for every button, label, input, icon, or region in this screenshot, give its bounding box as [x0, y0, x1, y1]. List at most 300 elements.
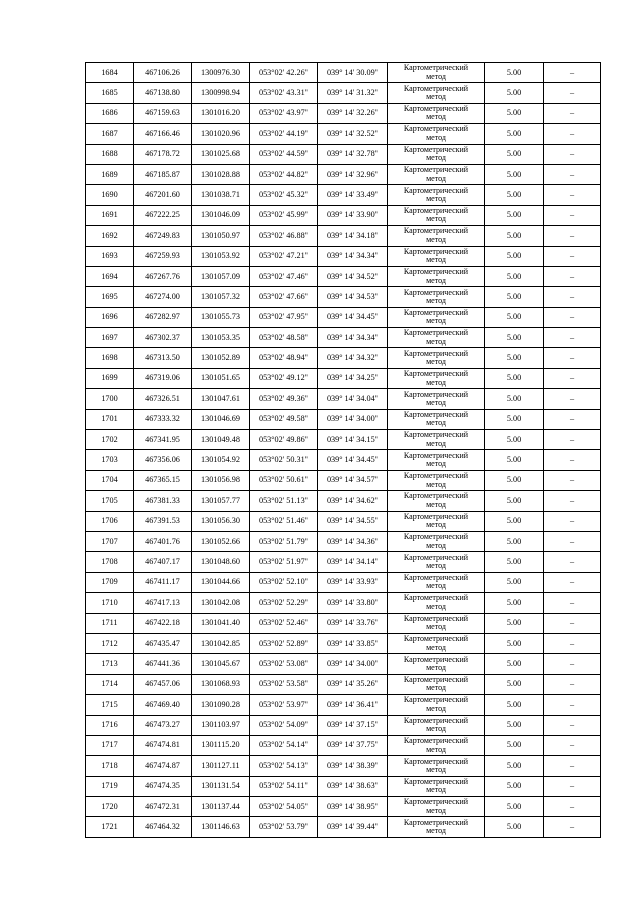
- coord-y-cell: 1301044.66: [192, 572, 250, 592]
- method-line2: метод: [426, 336, 446, 346]
- method-line1: Картометрический: [403, 695, 469, 705]
- method-line1: Картометрический: [403, 287, 469, 297]
- table-row: [86, 674, 601, 694]
- longitude-cell: 039° 14' 34.00": [318, 654, 388, 674]
- method-line1: Картометрический: [403, 348, 469, 358]
- note-cell: –: [544, 430, 601, 450]
- longitude-cell: 039° 14' 33.80": [318, 593, 388, 613]
- point-number-cell: 1694: [86, 266, 134, 286]
- coord-y-cell: 1301048.60: [192, 552, 250, 572]
- coord-x-cell: 467401.76: [134, 531, 192, 551]
- method-line2: метод: [426, 112, 446, 122]
- longitude-cell: 039° 14' 34.25": [318, 368, 388, 388]
- longitude-cell: 039° 14' 33.49": [318, 185, 388, 205]
- longitude-cell: 039° 14' 34.45": [318, 450, 388, 470]
- coord-x-cell: 467422.18: [134, 613, 192, 633]
- coord-x-cell: 467417.13: [134, 593, 192, 613]
- method-cell: [388, 613, 485, 633]
- method-line1: Картометрический: [403, 756, 469, 766]
- coord-y-cell: 1301057.77: [192, 491, 250, 511]
- point-number-cell: 1688: [86, 144, 134, 164]
- coord-x-cell: 467185.87: [134, 164, 192, 184]
- coord-x-cell: 467472.31: [134, 797, 192, 817]
- point-number-cell: 1707: [86, 531, 134, 551]
- coord-y-cell: 1301046.09: [192, 205, 250, 225]
- coord-x-cell: 467249.83: [134, 226, 192, 246]
- note-cell: –: [544, 348, 601, 368]
- coord-x-cell: 467333.32: [134, 409, 192, 429]
- coord-x-cell: 467365.15: [134, 470, 192, 490]
- accuracy-cell: 5.00: [485, 287, 544, 307]
- method-cell: [388, 797, 485, 817]
- table-row: [86, 715, 601, 735]
- latitude-cell: 053°02' 42.26": [250, 63, 318, 83]
- method-line2: метод: [426, 295, 446, 305]
- method-line2: метод: [426, 479, 446, 489]
- point-number-cell: 1711: [86, 613, 134, 633]
- longitude-cell: 039° 14' 37.15": [318, 715, 388, 735]
- accuracy-cell: 5.00: [485, 531, 544, 551]
- method-line1: Картометрический: [403, 369, 469, 379]
- coord-y-cell: 1301131.54: [192, 776, 250, 796]
- method-line1: Картометрический: [403, 144, 469, 154]
- coord-x-cell: 467319.06: [134, 368, 192, 388]
- latitude-cell: 053°02' 53.79": [250, 817, 318, 837]
- latitude-cell: 053°02' 47.21": [250, 246, 318, 266]
- method-line1: Картометрический: [403, 532, 469, 542]
- note-cell: –: [544, 531, 601, 551]
- point-number-cell: 1701: [86, 409, 134, 429]
- method-line2: метод: [426, 703, 446, 713]
- coord-x-cell: 467464.32: [134, 817, 192, 837]
- coord-y-cell: 1301051.65: [192, 368, 250, 388]
- point-number-cell: 1690: [86, 185, 134, 205]
- note-cell: –: [544, 756, 601, 776]
- point-number-cell: 1704: [86, 470, 134, 490]
- method-cell: [388, 531, 485, 551]
- longitude-cell: 039° 14' 34.36": [318, 531, 388, 551]
- coord-y-cell: 1301041.40: [192, 613, 250, 633]
- longitude-cell: 039° 14' 34.57": [318, 470, 388, 490]
- coord-y-cell: 1301056.30: [192, 511, 250, 531]
- coord-y-cell: 1301103.97: [192, 715, 250, 735]
- latitude-cell: 053°02' 48.58": [250, 328, 318, 348]
- coord-x-cell: 467282.97: [134, 307, 192, 327]
- accuracy-cell: 5.00: [485, 368, 544, 388]
- point-number-cell: 1713: [86, 654, 134, 674]
- method-line1: Картометрический: [403, 430, 469, 440]
- longitude-cell: 039° 14' 33.76": [318, 613, 388, 633]
- method-cell: [388, 328, 485, 348]
- point-number-cell: 1716: [86, 715, 134, 735]
- method-line1: Картометрический: [403, 83, 469, 93]
- coord-x-cell: 467138.80: [134, 83, 192, 103]
- accuracy-cell: 5.00: [485, 124, 544, 144]
- method-line1: Картометрический: [403, 267, 469, 277]
- point-number-cell: 1709: [86, 572, 134, 592]
- coord-y-cell: 1301055.73: [192, 307, 250, 327]
- coord-y-cell: 1301042.85: [192, 633, 250, 653]
- note-cell: –: [544, 389, 601, 409]
- note-cell: –: [544, 124, 601, 144]
- table-row: [86, 572, 601, 592]
- coord-x-cell: 467178.72: [134, 144, 192, 164]
- latitude-cell: 053°02' 49.86": [250, 430, 318, 450]
- note-cell: –: [544, 103, 601, 123]
- method-cell: [388, 674, 485, 694]
- coord-y-cell: 1301057.09: [192, 266, 250, 286]
- table-row: [86, 797, 601, 817]
- method-line1: Картометрический: [403, 552, 469, 562]
- table-row: [86, 531, 601, 551]
- method-line1: Картометрический: [403, 307, 469, 317]
- table-row: [86, 124, 601, 144]
- method-line1: Картометрический: [403, 715, 469, 725]
- method-line2: метод: [426, 418, 446, 428]
- coord-y-cell: 1301137.44: [192, 797, 250, 817]
- point-number-cell: 1721: [86, 817, 134, 837]
- method-line1: Картометрический: [403, 409, 469, 419]
- coord-x-cell: 467407.17: [134, 552, 192, 572]
- table-row: [86, 185, 601, 205]
- longitude-cell: 039° 14' 32.78": [318, 144, 388, 164]
- note-cell: –: [544, 246, 601, 266]
- accuracy-cell: 5.00: [485, 552, 544, 572]
- note-cell: –: [544, 185, 601, 205]
- longitude-cell: 039° 14' 34.04": [318, 389, 388, 409]
- point-number-cell: 1712: [86, 633, 134, 653]
- method-line1: Картометрический: [403, 736, 469, 746]
- note-cell: –: [544, 287, 601, 307]
- method-cell: [388, 409, 485, 429]
- method-cell: [388, 63, 485, 83]
- method-line1: Картометрический: [403, 776, 469, 786]
- coord-y-cell: 1301049.48: [192, 430, 250, 450]
- coordinates-table: [85, 62, 601, 838]
- method-cell: [388, 83, 485, 103]
- note-cell: –: [544, 633, 601, 653]
- method-line2: метод: [426, 622, 446, 632]
- method-line2: метод: [426, 826, 446, 836]
- method-line1: Картометрический: [403, 185, 469, 195]
- table-row: [86, 552, 601, 572]
- method-line2: метод: [426, 132, 446, 142]
- latitude-cell: 053°02' 50.31": [250, 450, 318, 470]
- note-cell: –: [544, 613, 601, 633]
- coord-y-cell: 1301056.98: [192, 470, 250, 490]
- method-line1: Картометрический: [403, 675, 469, 684]
- note-cell: –: [544, 63, 601, 83]
- method-line2: метод: [426, 377, 446, 387]
- note-cell: –: [544, 552, 601, 572]
- point-number-cell: 1695: [86, 287, 134, 307]
- longitude-cell: 039° 14' 31.32": [318, 83, 388, 103]
- method-cell: [388, 103, 485, 123]
- method-cell: [388, 246, 485, 266]
- method-line2: метод: [426, 316, 446, 326]
- accuracy-cell: 5.00: [485, 185, 544, 205]
- accuracy-cell: 5.00: [485, 144, 544, 164]
- latitude-cell: 053°02' 45.32": [250, 185, 318, 205]
- method-line1: Картометрический: [403, 491, 469, 501]
- coord-y-cell: 1300998.94: [192, 83, 250, 103]
- latitude-cell: 053°02' 54.09": [250, 715, 318, 735]
- coord-y-cell: 1301053.92: [192, 246, 250, 266]
- coordinates-table-page: [85, 62, 600, 838]
- accuracy-cell: 5.00: [485, 205, 544, 225]
- coord-y-cell: 1300976.30: [192, 63, 250, 83]
- coord-x-cell: 467302.37: [134, 328, 192, 348]
- table-row: [86, 246, 601, 266]
- longitude-cell: 039° 14' 39.44": [318, 817, 388, 837]
- method-line1: Картометрический: [403, 593, 469, 603]
- accuracy-cell: 5.00: [485, 389, 544, 409]
- coord-y-cell: 1301016.20: [192, 103, 250, 123]
- point-number-cell: 1687: [86, 124, 134, 144]
- note-cell: –: [544, 266, 601, 286]
- latitude-cell: 053°02' 51.97": [250, 552, 318, 572]
- method-line2: метод: [426, 785, 446, 795]
- table-row: [86, 430, 601, 450]
- point-number-cell: 1696: [86, 307, 134, 327]
- coord-y-cell: 1301053.35: [192, 328, 250, 348]
- method-cell: [388, 226, 485, 246]
- coord-x-cell: 467313.50: [134, 348, 192, 368]
- point-number-cell: 1685: [86, 83, 134, 103]
- latitude-cell: 053°02' 44.82": [250, 164, 318, 184]
- latitude-cell: 053°02' 50.61": [250, 470, 318, 490]
- longitude-cell: 039° 14' 33.85": [318, 633, 388, 653]
- latitude-cell: 053°02' 49.12": [250, 368, 318, 388]
- method-line2: метод: [426, 764, 446, 774]
- point-number-cell: 1718: [86, 756, 134, 776]
- latitude-cell: 053°02' 44.59": [250, 144, 318, 164]
- table-row: [86, 470, 601, 490]
- method-line2: метод: [426, 214, 446, 224]
- method-cell: [388, 735, 485, 755]
- method-line2: метод: [426, 71, 446, 81]
- table-row: [86, 654, 601, 674]
- method-line1: Картометрический: [403, 246, 469, 256]
- coord-x-cell: 467381.33: [134, 491, 192, 511]
- coord-y-cell: 1301042.08: [192, 593, 250, 613]
- latitude-cell: 053°02' 51.79": [250, 531, 318, 551]
- coord-x-cell: 467267.76: [134, 266, 192, 286]
- method-cell: [388, 307, 485, 327]
- coord-y-cell: 1301054.92: [192, 450, 250, 470]
- method-line2: метод: [426, 275, 446, 285]
- method-cell: [388, 817, 485, 837]
- longitude-cell: 039° 14' 38.95": [318, 797, 388, 817]
- method-line2: метод: [426, 397, 446, 407]
- accuracy-cell: 5.00: [485, 491, 544, 511]
- table-row: [86, 695, 601, 715]
- method-cell: [388, 450, 485, 470]
- coord-x-cell: 467391.53: [134, 511, 192, 531]
- table-row: [86, 368, 601, 388]
- method-line2: метод: [426, 153, 446, 163]
- method-cell: [388, 185, 485, 205]
- accuracy-cell: 5.00: [485, 593, 544, 613]
- coord-x-cell: 467259.93: [134, 246, 192, 266]
- method-line1: Картометрический: [403, 206, 469, 216]
- coord-x-cell: 467274.00: [134, 287, 192, 307]
- method-line2: метод: [426, 581, 446, 591]
- coord-y-cell: 1301052.89: [192, 348, 250, 368]
- note-cell: –: [544, 817, 601, 837]
- latitude-cell: 053°02' 47.46": [250, 266, 318, 286]
- accuracy-cell: 5.00: [485, 674, 544, 694]
- table-row: [86, 450, 601, 470]
- method-line2: метод: [426, 642, 446, 652]
- coord-y-cell: 1301025.68: [192, 144, 250, 164]
- method-line1: Картометрический: [403, 389, 469, 399]
- accuracy-cell: 5.00: [485, 776, 544, 796]
- point-number-cell: 1684: [86, 63, 134, 83]
- method-cell: [388, 511, 485, 531]
- method-line2: метод: [426, 520, 446, 530]
- method-cell: [388, 491, 485, 511]
- accuracy-cell: 5.00: [485, 654, 544, 674]
- note-cell: –: [544, 450, 601, 470]
- coord-y-cell: 1301045.67: [192, 654, 250, 674]
- longitude-cell: 039° 14' 34.52": [318, 266, 388, 286]
- note-cell: –: [544, 205, 601, 225]
- latitude-cell: 053°02' 46.88": [250, 226, 318, 246]
- latitude-cell: 053°02' 53.58": [250, 674, 318, 694]
- method-cell: [388, 572, 485, 592]
- point-number-cell: 1700: [86, 389, 134, 409]
- method-line2: метод: [426, 724, 446, 734]
- latitude-cell: 053°02' 43.97": [250, 103, 318, 123]
- accuracy-cell: 5.00: [485, 572, 544, 592]
- accuracy-cell: 5.00: [485, 511, 544, 531]
- point-number-cell: 1708: [86, 552, 134, 572]
- coord-x-cell: 467474.87: [134, 756, 192, 776]
- note-cell: –: [544, 491, 601, 511]
- note-cell: –: [544, 368, 601, 388]
- table-row: [86, 164, 601, 184]
- method-cell: [388, 552, 485, 572]
- coord-x-cell: 467469.40: [134, 695, 192, 715]
- coord-y-cell: 1301115.20: [192, 735, 250, 755]
- method-line2: метод: [426, 173, 446, 183]
- point-number-cell: 1699: [86, 368, 134, 388]
- point-number-cell: 1703: [86, 450, 134, 470]
- coord-y-cell: 1301090.28: [192, 695, 250, 715]
- note-cell: –: [544, 715, 601, 735]
- coord-y-cell: 1301057.32: [192, 287, 250, 307]
- latitude-cell: 053°02' 54.11": [250, 776, 318, 796]
- latitude-cell: 053°02' 47.95": [250, 307, 318, 327]
- method-line2: метод: [426, 255, 446, 265]
- point-number-cell: 1706: [86, 511, 134, 531]
- coord-y-cell: 1301047.61: [192, 389, 250, 409]
- coord-x-cell: 467441.36: [134, 654, 192, 674]
- latitude-cell: 053°02' 51.46": [250, 511, 318, 531]
- accuracy-cell: 5.00: [485, 430, 544, 450]
- method-cell: [388, 205, 485, 225]
- method-line2: метод: [426, 601, 446, 611]
- note-cell: –: [544, 83, 601, 103]
- method-line1: Картометрический: [403, 471, 469, 481]
- method-line1: Картометрический: [403, 613, 469, 623]
- note-cell: –: [544, 572, 601, 592]
- latitude-cell: 053°02' 43.31": [250, 83, 318, 103]
- note-cell: –: [544, 164, 601, 184]
- coord-y-cell: 1301052.66: [192, 531, 250, 551]
- coord-y-cell: 1301038.71: [192, 185, 250, 205]
- point-number-cell: 1720: [86, 797, 134, 817]
- latitude-cell: 053°02' 49.36": [250, 389, 318, 409]
- coord-x-cell: 467411.17: [134, 572, 192, 592]
- table-row: [86, 307, 601, 327]
- longitude-cell: 039° 14' 34.62": [318, 491, 388, 511]
- accuracy-cell: 5.00: [485, 797, 544, 817]
- accuracy-cell: 5.00: [485, 266, 544, 286]
- longitude-cell: 039° 14' 34.18": [318, 226, 388, 246]
- method-line2: метод: [426, 540, 446, 550]
- longitude-cell: 039° 14' 37.75": [318, 735, 388, 755]
- longitude-cell: 039° 14' 36.41": [318, 695, 388, 715]
- method-line2: метод: [426, 805, 446, 815]
- table-row: [86, 491, 601, 511]
- note-cell: –: [544, 593, 601, 613]
- accuracy-cell: 5.00: [485, 246, 544, 266]
- latitude-cell: 053°02' 48.94": [250, 348, 318, 368]
- method-cell: [388, 287, 485, 307]
- coord-y-cell: 1301068.93: [192, 674, 250, 694]
- table-row: [86, 389, 601, 409]
- note-cell: –: [544, 409, 601, 429]
- method-line1: Картометрический: [403, 226, 469, 236]
- latitude-cell: 053°02' 52.89": [250, 633, 318, 653]
- method-cell: [388, 654, 485, 674]
- method-cell: [388, 348, 485, 368]
- accuracy-cell: 5.00: [485, 756, 544, 776]
- accuracy-cell: 5.00: [485, 164, 544, 184]
- coord-y-cell: 1301050.97: [192, 226, 250, 246]
- coord-x-cell: 467326.51: [134, 389, 192, 409]
- accuracy-cell: 5.00: [485, 348, 544, 368]
- method-cell: [388, 124, 485, 144]
- point-number-cell: 1691: [86, 205, 134, 225]
- latitude-cell: 053°02' 52.46": [250, 613, 318, 633]
- note-cell: –: [544, 328, 601, 348]
- table-row: [86, 776, 601, 796]
- latitude-cell: 053°02' 49.58": [250, 409, 318, 429]
- note-cell: –: [544, 695, 601, 715]
- latitude-cell: 053°02' 47.66": [250, 287, 318, 307]
- note-cell: –: [544, 307, 601, 327]
- point-number-cell: 1692: [86, 226, 134, 246]
- method-line2: метод: [426, 499, 446, 509]
- accuracy-cell: 5.00: [485, 633, 544, 653]
- accuracy-cell: 5.00: [485, 735, 544, 755]
- method-line1: Картометрический: [403, 63, 469, 73]
- longitude-cell: 039° 14' 32.96": [318, 164, 388, 184]
- note-cell: –: [544, 511, 601, 531]
- coord-x-cell: 467341.95: [134, 430, 192, 450]
- method-cell: [388, 164, 485, 184]
- longitude-cell: 039° 14' 38.63": [318, 776, 388, 796]
- coord-y-cell: 1301020.96: [192, 124, 250, 144]
- coord-x-cell: 467222.25: [134, 205, 192, 225]
- method-cell: [388, 389, 485, 409]
- coord-x-cell: 467201.60: [134, 185, 192, 205]
- method-line2: метод: [426, 438, 446, 448]
- coord-x-cell: 467435.47: [134, 633, 192, 653]
